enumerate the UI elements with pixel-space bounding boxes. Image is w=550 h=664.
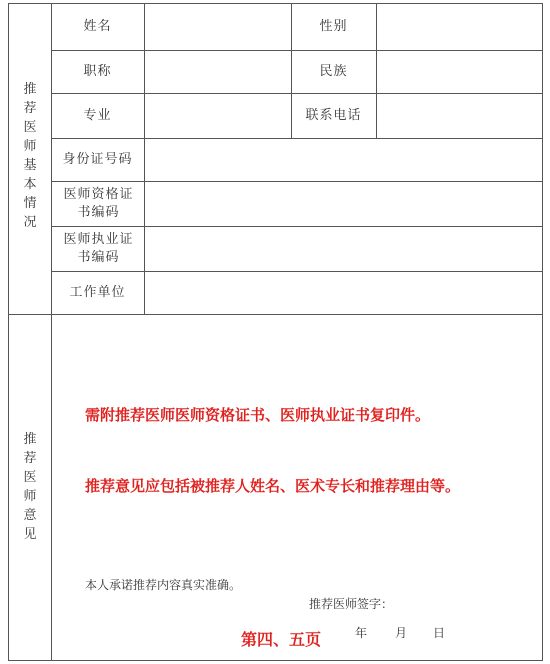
ethnicity-label: 民族 <box>319 63 348 79</box>
date-year: 年 <box>355 626 368 640</box>
phone-field[interactable] <box>377 93 543 138</box>
id-number-label: 身份证号码 <box>62 151 133 167</box>
date-month: 月 <box>395 626 408 640</box>
opinion-textarea[interactable] <box>52 315 543 575</box>
name-label: 姓名 <box>83 19 112 34</box>
specialty-label: 专业 <box>83 107 112 123</box>
name-field[interactable] <box>145 4 291 50</box>
phone-label: 联系电话 <box>305 107 362 123</box>
ethnicity-field[interactable] <box>377 50 543 93</box>
specialty-field[interactable] <box>145 93 291 138</box>
gender-label: 性别 <box>319 19 348 34</box>
attachment-note: 需附推荐医师医师资格证书、医师执业证书复印件。 <box>85 406 431 424</box>
gender-field[interactable] <box>377 4 543 50</box>
signature-label: 推荐医师签字： <box>309 597 394 611</box>
practice-cert-field[interactable] <box>145 226 543 271</box>
practice-cert-label: 医师执业证书编码 <box>63 231 134 265</box>
title-label: 职称 <box>83 63 112 79</box>
recommendation-form <box>8 3 543 661</box>
page-label: 第四、五页 <box>241 630 322 649</box>
id-number-field[interactable] <box>145 138 543 181</box>
workplace-label: 工作单位 <box>69 284 126 300</box>
section-opinion-title: 推 荐 医 师 意 见 <box>23 432 37 542</box>
workplace-field[interactable] <box>145 271 543 314</box>
signature-field[interactable] <box>409 592 529 612</box>
title-field[interactable] <box>145 50 291 93</box>
section-basic-info-title: 推 荐 医 师 基 本 情 况 <box>23 82 37 230</box>
date-day: 日 <box>433 626 446 640</box>
pledge-text: 本人承诺推荐内容真实准确。 <box>85 578 242 592</box>
opinion-content-note: 推荐意见应包括被推荐人姓名、医术专长和推荐理由等。 <box>85 477 461 495</box>
qualification-cert-field[interactable] <box>145 181 543 226</box>
qualification-cert-label: 医师资格证书编码 <box>63 186 134 220</box>
